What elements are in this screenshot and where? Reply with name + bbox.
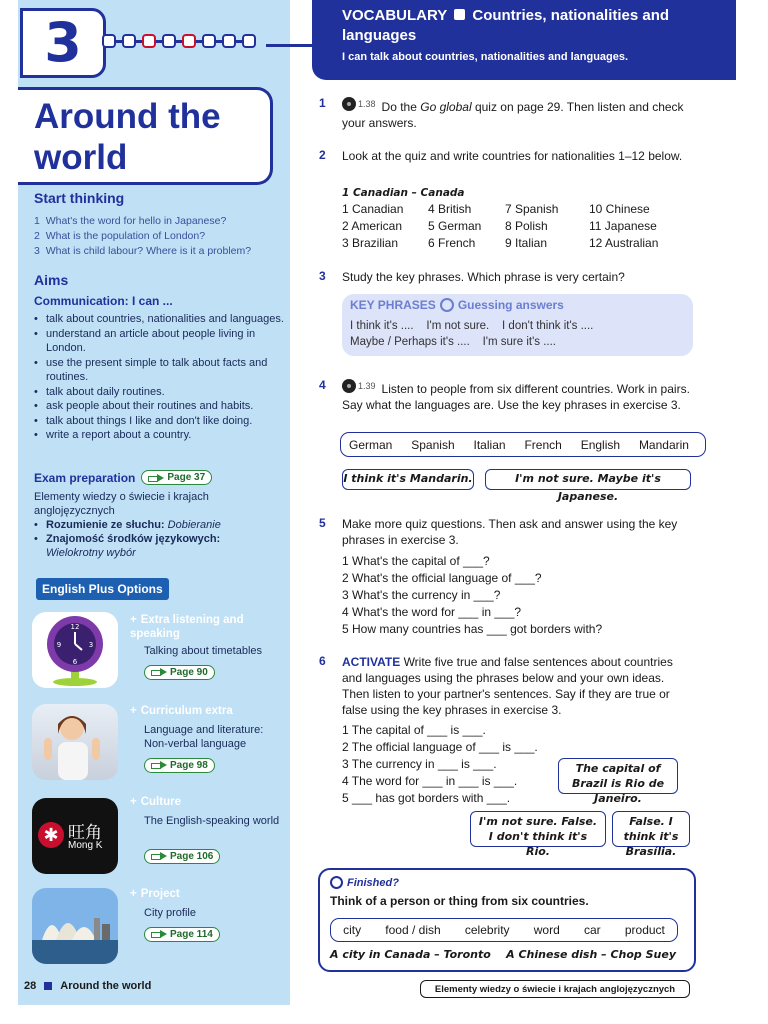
list-item: 2 What is the population of London? [34, 230, 206, 242]
list-item: German [349, 437, 393, 452]
ring-icon [440, 298, 454, 312]
arrow-right-icon [151, 668, 167, 676]
aims-list [34, 312, 286, 443]
list-item: 4 British [428, 202, 472, 216]
svg-text:3: 3 [88, 641, 94, 649]
ring-icon [330, 876, 343, 889]
ex6-text: ACTIVATE Write five true and false sentences about countries and languages using the phrases below and your own ideas. Then listen to your partner's sentences. Say if they are true or false using the key phrases in exercise 3. [342, 655, 673, 717]
square-icon [454, 9, 465, 20]
list-item: Spanish [411, 437, 455, 452]
list-item: 4 The word for ___ in ___ is ___. [342, 774, 518, 788]
sydney-photo [32, 888, 118, 964]
finished-heading: Finished? [330, 876, 399, 889]
list-item: Mandarin [638, 437, 689, 452]
unit-title-box [18, 87, 273, 185]
ex2-number: 2 [319, 148, 326, 162]
page-number: 28 [24, 980, 37, 992]
ex4-number: 4 [319, 378, 326, 392]
list-item: 2 The official language of ___ is ___. [342, 740, 538, 754]
list-item: food / dish [385, 923, 441, 937]
languages-box [340, 432, 706, 457]
ex5-text: Make more quiz questions. Then ask and answer using the key phrases in exercise 3. [342, 517, 678, 547]
ex2-text: Look at the quiz and write countries for nationalities 1–12 below. [342, 149, 683, 163]
list-item: 3 Brazilian [342, 236, 399, 250]
list-item: word [533, 923, 560, 937]
start-thinking-heading: Start thinking [34, 190, 125, 206]
speech-bubble: False. I think it's Brasília. [612, 811, 690, 847]
audio-track[interactable]: 1.38 [342, 96, 376, 112]
list-item: 8 Polish [505, 219, 548, 233]
ex3-text: Study the key phrases. Which phrase is very certain? [342, 270, 625, 284]
key-phrases-box [342, 294, 693, 356]
svg-text:6: 6 [72, 658, 78, 666]
list-item: 5 How many countries has ___ got borders with? [342, 622, 603, 636]
page-footer-left [24, 980, 151, 992]
exam-prep-heading: Exam preparation [34, 470, 136, 485]
nationalities-grid [342, 201, 679, 251]
list-item: 4 What's the word for ___ in ___? [342, 605, 522, 619]
footer-unit-title: Around the world [60, 980, 152, 992]
option-curriculum-heading: + Curriculum extra [130, 705, 233, 717]
aims-communication: Communication: I can ... [34, 294, 173, 308]
options-banner: English Plus Options [36, 578, 169, 600]
list-item: 6 French [428, 236, 476, 250]
option-curriculum-desc: Language and literature: Non-verbal language [144, 724, 264, 750]
list-item: city [343, 923, 362, 937]
option-culture-link[interactable]: Page 106 [144, 847, 220, 865]
list-item: 1 The capital of ___ is ___. [342, 723, 486, 737]
list-item: Italian [473, 437, 506, 452]
list-item: 1 What's the capital of ___? [342, 554, 490, 568]
start-thinking-list [34, 214, 286, 259]
option-extra-listening-desc: Talking about timetables [144, 645, 263, 657]
unit-sidebar [18, 0, 290, 1005]
ex1-number: 1 [319, 96, 326, 110]
list-item: 2 What's the official language of ___? [342, 571, 542, 585]
unit-number: 3 [44, 11, 82, 74]
section-subtitle: I can talk about countries, nationalities and languages. [342, 51, 629, 63]
list-item: 7 Spanish [505, 202, 559, 216]
speech-bubble: I think it's Mandarin. [342, 469, 474, 490]
exam-prep-row [34, 470, 212, 485]
arrow-right-icon [151, 852, 167, 860]
section-header [312, 0, 736, 80]
exam-page-link[interactable]: Page 37 [141, 470, 212, 485]
list-item: 12 Australian [589, 236, 659, 250]
list-item: 5 German [428, 219, 482, 233]
unit-progress-chain [102, 34, 256, 48]
option-extra-listening-heading: + Extra listening and speaking [130, 614, 244, 640]
exam-prep-list: • Rozumienie ze słuchu: Dobieranie • Znajomość środków językowych: Wielokrotny wybór [34, 519, 221, 559]
list-item: 3 The currency in ___ is ___. [342, 757, 497, 771]
key-phrases-line1: I think it's .... I'm not sure. I don't think it's .... [350, 320, 594, 332]
ex5-questions [342, 553, 602, 638]
arrow-right-icon [148, 474, 164, 482]
list-item: product [624, 923, 665, 937]
list-item: • talk about things I like and don't like doing. [34, 414, 286, 429]
finished-words [330, 918, 678, 942]
ex5-number: 5 [319, 516, 326, 530]
finished-question: Think of a person or thing from six countries. [330, 894, 589, 908]
audio-track[interactable]: 1.39 [342, 378, 376, 394]
exam-prep-desc: Elementy wiedzy o świecie i krajach anglojęzycznych [34, 491, 209, 517]
option-project-desc: City profile [144, 907, 196, 919]
list-item: 2 American [342, 219, 403, 233]
list-item: 11 Japanese [589, 219, 657, 233]
cd-icon [342, 97, 356, 111]
list-item: 3 What's the currency in ___? [342, 588, 501, 602]
list-item: celebrity [464, 923, 510, 937]
clock-image [32, 612, 118, 688]
arrow-right-icon [151, 930, 167, 938]
section-title: VOCABULARY Countries, nationalities and languages [342, 7, 670, 44]
list-item: • talk about daily routines. [34, 385, 286, 400]
list-item: English [580, 437, 621, 452]
key-phrases-line2: Maybe / Perhaps it's .... I'm sure it's .... [350, 336, 556, 348]
option-project-heading: + Project [130, 888, 180, 900]
woman-photo [32, 704, 118, 780]
ex6-sentences [342, 722, 552, 807]
option-culture-heading: + Culture [130, 796, 181, 808]
arrow-right-icon [151, 761, 167, 769]
option-extra-listening-link[interactable]: Page 90 [144, 663, 215, 681]
option-project-link[interactable]: Page 114 [144, 925, 220, 943]
ex4-text: 1.39 Listen to people from six different countries. Work in pairs. Say what the languages are. Use the key phrases in exercise 3. [342, 378, 692, 413]
square-icon [44, 982, 52, 990]
list-item: 9 Italian [505, 236, 548, 250]
speech-bubble: I'm not sure. False. I don't think it's Rio. [470, 811, 606, 847]
chain-connector [266, 44, 316, 47]
svg-text:12: 12 [70, 623, 80, 631]
key-phrases-heading: KEY PHRASES Guessing answers [350, 298, 564, 312]
ex3-number: 3 [319, 269, 326, 283]
list-item: • ask people about their routines and habits. [34, 399, 286, 414]
finished-box [318, 868, 696, 972]
list-item: 3 What is child labour? Where is it a problem? [34, 245, 252, 257]
unit-title: Around the world [34, 97, 221, 177]
list-item: • write a report about a country. [34, 428, 286, 443]
option-curriculum-link[interactable]: Page 98 [144, 756, 215, 774]
ex6-number: 6 [319, 654, 326, 668]
finished-examples: A city in Canada – Toronto A Chinese dish – Chop Suey [330, 948, 677, 961]
list-item: • talk about countries, nationalities and languages. [34, 312, 286, 327]
list-item: French [524, 437, 562, 452]
unit-number-box [20, 8, 106, 78]
list-item: car [583, 923, 601, 937]
metro-sign-image: ✱ 旺角 Mong K [32, 798, 118, 874]
page-footer-right: Elementy wiedzy o świecie i krajach anglojęzycznych [420, 980, 690, 998]
speech-bubble: I'm not sure. Maybe it's Japanese. [485, 469, 691, 490]
aims-heading: Aims [34, 272, 69, 288]
list-item: 1 What's the word for hello in Japanese? [34, 215, 227, 227]
ex2-example: 1 Canadian – Canada [342, 187, 465, 199]
list-item: 10 Chinese [589, 202, 650, 216]
option-culture-desc: The English-speaking world [144, 815, 280, 827]
list-item: 1 Canadian [342, 202, 404, 216]
speech-bubble: The capital of Brazil is Rio de Janeiro. [558, 758, 678, 794]
list-item: • use the present simple to talk about facts and routines. [34, 356, 286, 385]
list-item: • understand an article about people living in London. [34, 327, 286, 356]
list-item: 5 ___ has got borders with ___. [342, 791, 511, 805]
svg-text:9: 9 [56, 641, 62, 649]
cd-icon [342, 379, 356, 393]
ex1-text: 1.38 Do the Go global quiz on page 29. Then listen and check your answers. [342, 96, 692, 131]
